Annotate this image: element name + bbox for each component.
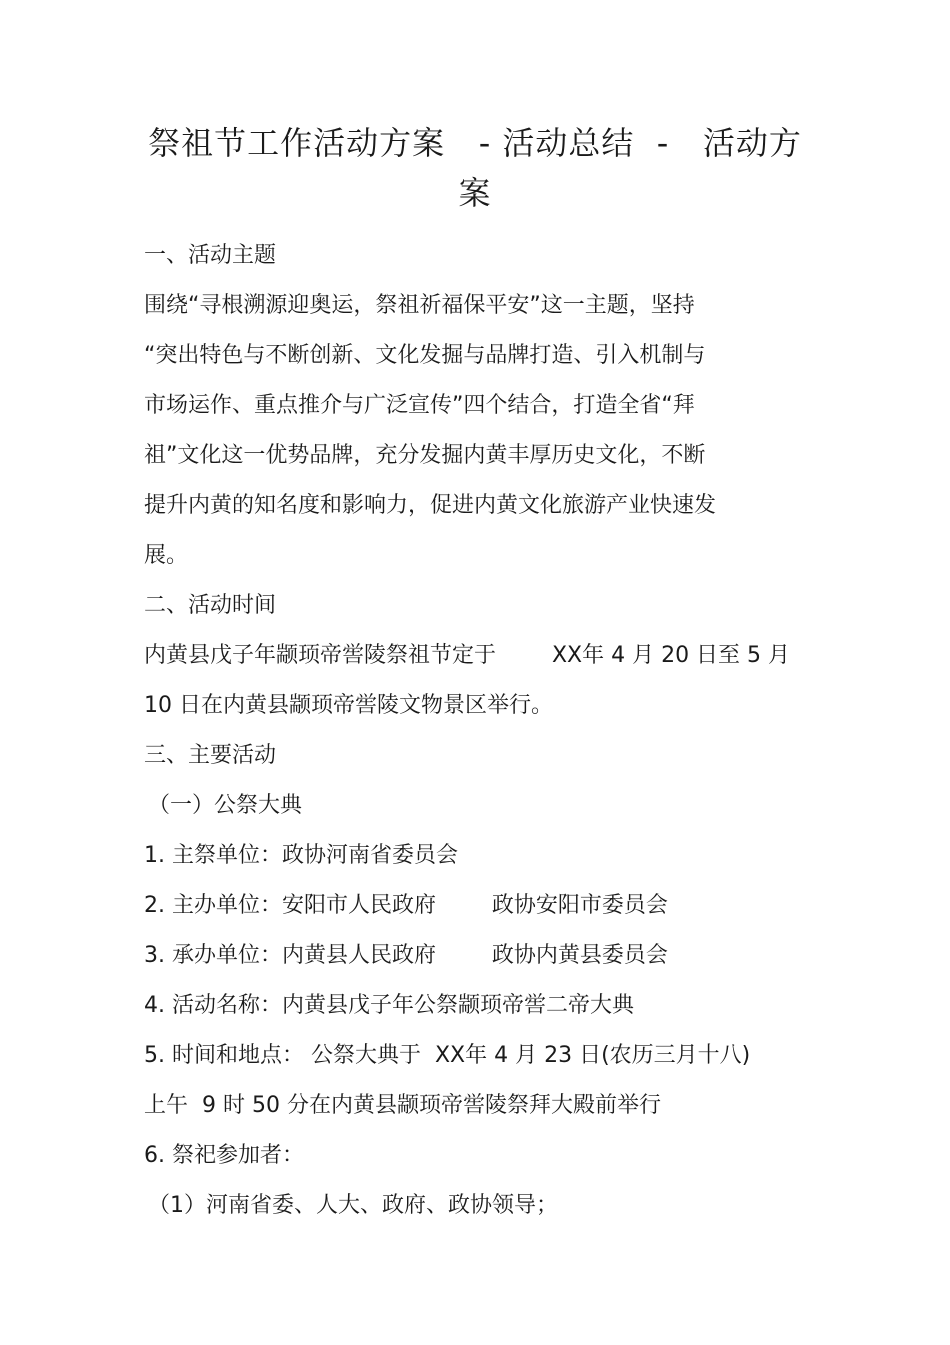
section-heading-theme: 一、活动主题 <box>144 243 277 268</box>
document-title-line-1: 祭祖节工作活动方案 - 活动总结 - 活动方 <box>148 124 802 162</box>
list-item: 3. 承办单位：内黄县人民政府 政协内黄县委员会 <box>144 943 668 968</box>
document-title-line-2: 案 <box>458 174 492 212</box>
section-heading-time: 二、活动时间 <box>144 593 277 618</box>
paragraph-line: 10 日在内黄县颛顼帝喾陵文物景区举行。 <box>144 693 553 718</box>
paragraph-line: 围绕“寻根溯源迎奥运，祭祖祈福保平安”这一主题，坚持 <box>144 293 695 318</box>
list-item: 4. 活动名称：内黄县戊子年公祭颛顼帝喾二帝大典 <box>144 993 634 1018</box>
subsection-heading: （一）公祭大典 <box>148 793 303 818</box>
paragraph-line: 提升内黄的知名度和影响力，促进内黄文化旅游产业快速发 <box>144 493 717 518</box>
paragraph-line: “突出特色与不断创新、文化发掘与品牌打造、引入机制与 <box>144 343 706 368</box>
paragraph-line: 市场运作、重点推介与广泛宣传”四个结合，打造全省“拜 <box>144 393 695 418</box>
list-item: 5. 时间和地点： 公祭大典于 XX年 4 月 23 日(农历三月十八) <box>144 1043 751 1068</box>
paragraph-line: 内黄县戊子年颛顼帝喾陵祭祖节定于 XX年 4 月 20 日至 5 月 <box>144 643 791 668</box>
list-item: 2. 主办单位：安阳市人民政府 政协安阳市委员会 <box>144 893 668 918</box>
paragraph-line: 祖”文化这一优势品牌，充分发掘内黄丰厚历史文化，不断 <box>144 443 706 468</box>
list-item: 1. 主祭单位：政协河南省委员会 <box>144 843 458 868</box>
paragraph-line: 展。 <box>144 543 189 568</box>
list-item: 6. 祭祀参加者： <box>144 1143 304 1168</box>
paragraph-line: 上午 9 时 50 分在内黄县颛顼帝喾陵祭拜大殿前举行 <box>144 1093 661 1118</box>
sub-list-item: （1）河南省委、人大、政府、政协领导； <box>148 1193 558 1218</box>
section-heading-activities: 三、主要活动 <box>144 743 277 768</box>
document-title <box>100 118 850 218</box>
